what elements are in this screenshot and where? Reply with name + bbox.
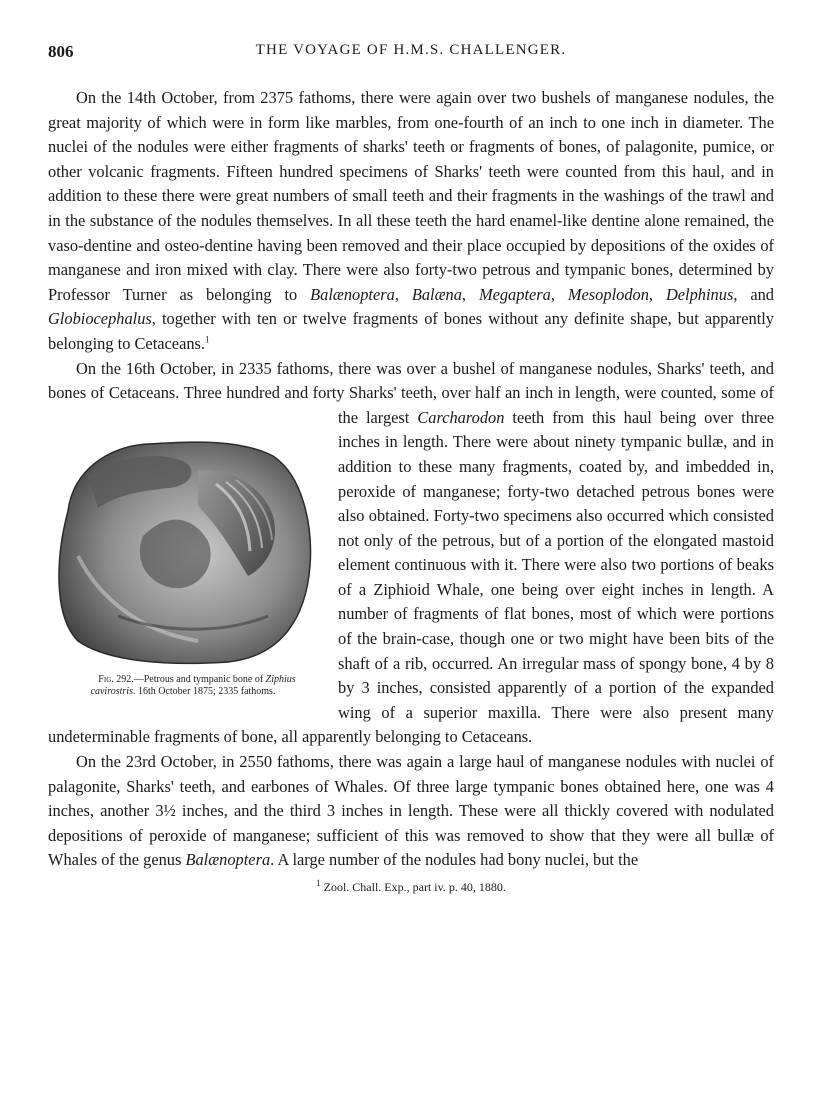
genus-name: Balænoptera (185, 850, 271, 870)
paragraph-oct-16 (48, 357, 774, 751)
text-run: , (394, 284, 412, 304)
genus-name: Balænoptera (310, 284, 395, 304)
figure-caption (48, 674, 318, 698)
figure-292 (48, 416, 318, 698)
genus-name: Globiocephalus (48, 309, 152, 329)
text-run: teeth from this haul being over three inches in length. There were about ninety tympanic bullæ, and in addition to these many fragments, coated by, and imbedded in, peroxide of manganese; forty-two detached petrous bones were also obtained. Forty-two specimens also occurred which consisted not only of the petrous, but of a portion of the elongated mastoid element continuous with it. There were also two portions of beaks of a Ziphioid Whale, one being over eight inches in length. A number of fragments of flat bones, most of which were portions of the brain-case, though one or two might have been bits of the shaft of a rib, occurred. An irregular mass of spongy bone, 4 by 8 by 3 inches, consisted apparently of a portion of the expanded wing of a superior maxilla. There were also present many undeterminable fragments of bone, all apparently belonging to Cetaceans. (48, 407, 774, 747)
text-run: , (461, 284, 479, 304)
genus-name: Mesoplodon (567, 284, 649, 304)
footnote-reference: 1 (205, 334, 210, 345)
running-title: THE VOYAGE OF H.M.S. CHALLENGER. (255, 42, 567, 58)
genus-name: Carcharodon (417, 407, 505, 427)
text-run: , (550, 284, 568, 304)
footnote-marker: 1 (316, 878, 321, 888)
text-run: On the 23rd October, in 2550 fathoms, there was again a large haul of manganese nodules with nuclei of palagonite, Sharks' teeth, and earbones of Whales. Of three large tympanic bones obtained here, one was 4 inches, another 3½ inches, and the third 3 inches in length. These were all thickly covered with nodulated depositions of peroxide of manganese; sufficient of this was removed to show that they were all bullæ of Whales of the genus (48, 752, 774, 870)
text-run: . A large number of the nodules had bony nuclei, but the (270, 850, 639, 870)
text-run: On the 14th October, from 2375 fathoms, there were again over two bushels of manganese nodules, the great majority of which were in form like marbles, from one-fourth of an inch to one inch in diameter. The nuclei of the nodules were either fragments of sharks' teeth or fragments of bones, of palagonite, pumice, or other volcanic fragments. Fifteen hundred specimens of Sharks' teeth were counted from this haul, and in addition to these there were great numbers of small teeth and their fragments in the washings of the trawl and in the substance of the nodules themselves. In all these teeth the hard enamel-like dentine alone remained, the vaso-dentine and osteo-dentine having been removed and their place occupied by depositions of the oxides of manganese and iron mixed with clay. There were also forty-two petrous and tympanic bones, determined by Professor Turner as belonging to (48, 88, 774, 304)
body-text (48, 86, 774, 895)
genus-name: Megaptera (478, 284, 551, 304)
footnote-text: Zool. Chall. Exp., part iv. p. 40, 1880. (320, 880, 506, 894)
text-run: , (648, 284, 666, 304)
figure-label: Fig. 292. (98, 673, 134, 685)
caption-text: —Petrous and tympanic bone of (133, 673, 266, 685)
document-page (48, 40, 774, 895)
paragraph-oct-14 (48, 86, 774, 357)
footnote (48, 879, 774, 895)
caption-tail: . 16th October 1875; 2335 fathoms. (132, 685, 276, 697)
text-run: , together with ten or twelve fragments of bones without any definite shape, but apparently belonging to Cetaceans. (48, 309, 774, 353)
petrous-tympanic-bone-image (48, 416, 318, 666)
text-run: , and (733, 284, 774, 304)
text-run: On the 16th October, in 2335 fathoms, there was over a bushel of manganese nodules, Sharks' teeth, and bones of Cetaceans. Three hundred and forty Sharks' teeth, over half an inch in length, were counted, some of the largest (48, 358, 774, 427)
genus-name: Delphinus (665, 284, 734, 304)
page-number: 806 (48, 42, 74, 61)
running-head (48, 40, 774, 66)
caption-genus: Ziphius cavirostris (90, 673, 296, 697)
genus-name: Balæna (411, 284, 462, 304)
paragraph-oct-23 (48, 750, 774, 873)
